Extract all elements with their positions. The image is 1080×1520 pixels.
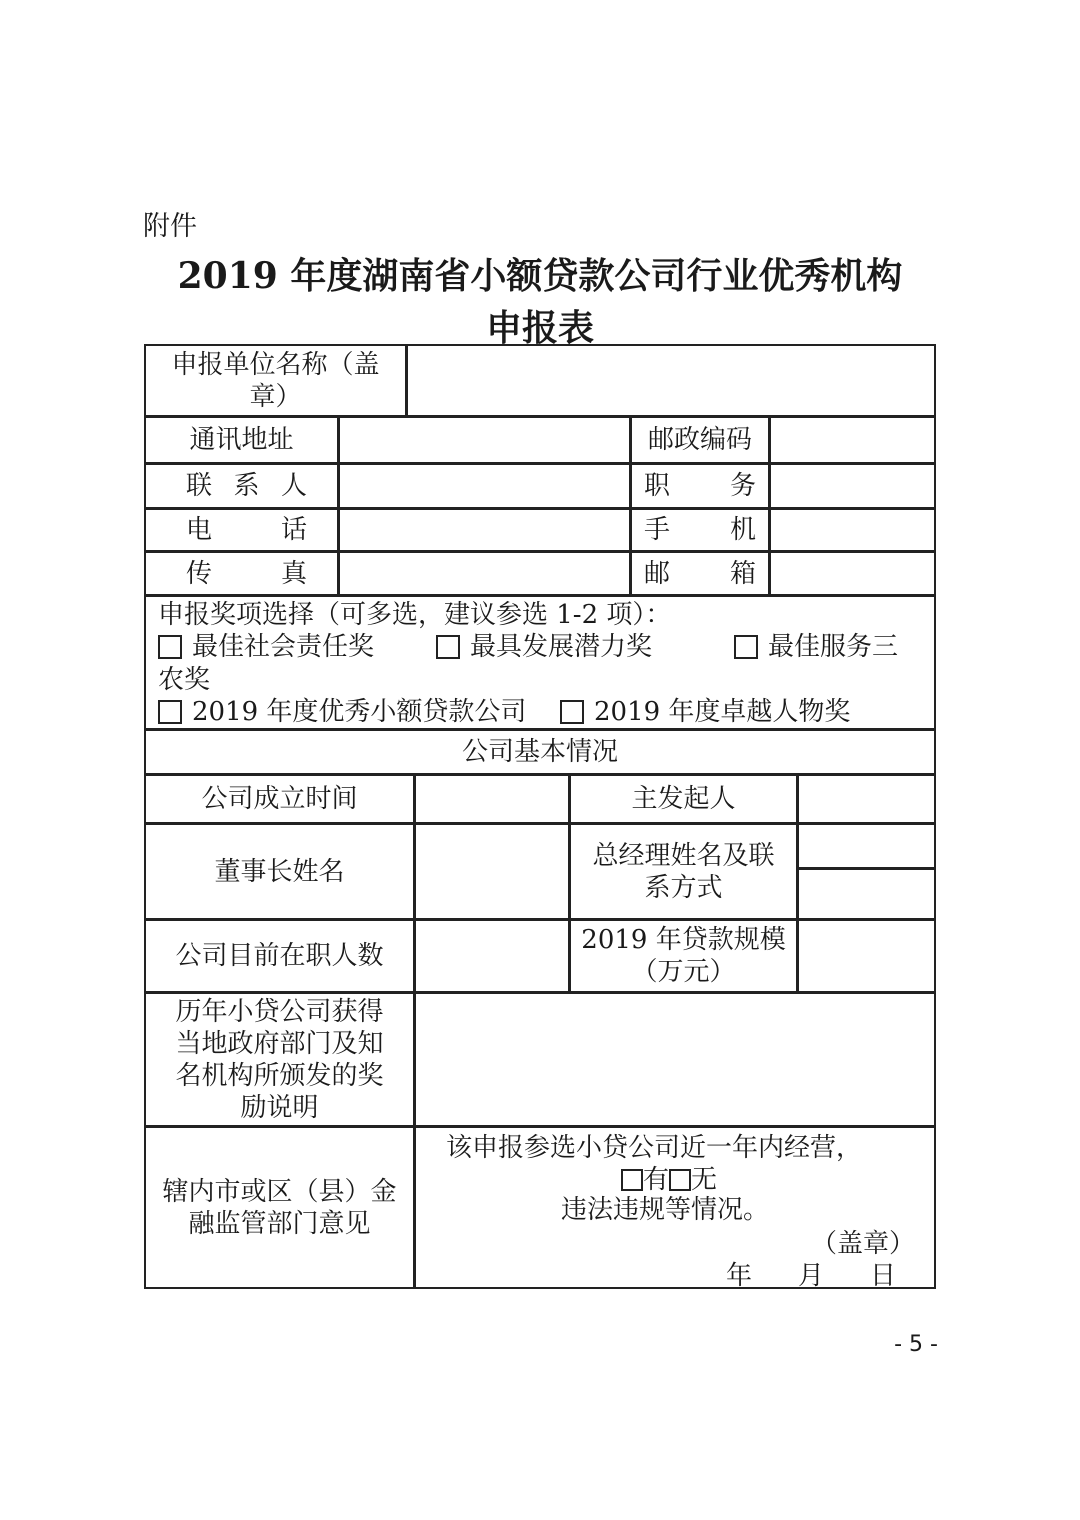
staff-field[interactable] — [414, 919, 570, 993]
seal-label: （盖章） — [811, 1229, 916, 1259]
loan-scale-field[interactable] — [797, 919, 936, 993]
checkbox[interactable] — [158, 635, 182, 659]
phone-label-char: 话 — [280, 515, 307, 545]
date-day-label: 日 — [869, 1261, 896, 1291]
award-option-5[interactable] — [560, 696, 850, 728]
award-selection-section — [144, 595, 936, 730]
checkbox[interactable] — [560, 700, 584, 724]
position-field[interactable] — [769, 463, 936, 509]
checkbox-no[interactable] — [669, 1169, 691, 1191]
postcode-field[interactable] — [769, 416, 936, 464]
position-label — [630, 463, 770, 509]
date-month-label: 月 — [797, 1261, 824, 1291]
email-label — [630, 551, 770, 596]
date-line — [726, 1260, 896, 1292]
contact-label-char: 联 — [186, 471, 213, 501]
chairman-field[interactable] — [414, 823, 570, 920]
loan-scale-label-line1: 2019 年贷款规模 — [581, 925, 786, 955]
gm-label-line1: 总经理姓名及联 — [592, 840, 775, 871]
staff-label: 公司目前在职人数 — [144, 919, 415, 993]
unit-name-label — [144, 344, 407, 417]
established-label: 公司成立时间 — [144, 774, 415, 824]
checkbox[interactable] — [734, 635, 758, 659]
award-option-2[interactable] — [436, 631, 652, 663]
mobile-label-char: 机 — [729, 515, 756, 545]
award-option-1[interactable] — [158, 631, 374, 663]
opinion-statement-end: 违法违规等情况。 — [561, 1195, 770, 1225]
position-label-char: 务 — [729, 471, 756, 501]
attachment-label: 附件 — [143, 211, 197, 242]
opinion-yes-label: 有 — [643, 1165, 670, 1195]
address-field[interactable] — [338, 416, 631, 464]
form-title: 2019 年度湖南省小额贷款公司行业优秀机构 — [177, 255, 903, 297]
phone-field[interactable] — [338, 508, 631, 552]
unit-name-label-line1: 申报单位名称（盖 — [171, 349, 380, 380]
contact-label — [144, 463, 339, 509]
award-option-label: 2019 年度优秀小额贷款公司 — [192, 697, 527, 727]
mobile-label — [630, 508, 770, 552]
loan-scale-label-line2: （万元） — [631, 957, 736, 987]
awards-history-label — [144, 992, 415, 1127]
established-field[interactable] — [414, 774, 570, 824]
award-selection-title: 申报奖项选择（可多选，建议参选 1-2 项）： — [158, 600, 672, 630]
checkbox-yes[interactable] — [621, 1169, 643, 1191]
fax-field[interactable] — [338, 551, 631, 596]
opinion-no-label: 无 — [691, 1165, 718, 1195]
opinion-statement: 该申报参选小贷公司近一年内经营， — [446, 1133, 863, 1163]
fax-label-char: 传 — [186, 558, 213, 589]
award-option-3-continued: 农奖 — [158, 665, 211, 695]
regulator-label-line: 辖内市或区（县）金 — [162, 1176, 397, 1207]
award-option-4[interactable] — [158, 696, 526, 728]
form-subtitle: 申报表 — [485, 307, 594, 349]
founder-field[interactable] — [797, 774, 936, 824]
gm-name-field[interactable] — [797, 823, 936, 869]
contact-field[interactable] — [338, 463, 631, 509]
email-label-char: 邮 — [644, 558, 671, 589]
loan-scale-label — [569, 919, 798, 993]
awards-history-field[interactable] — [414, 992, 936, 1127]
date-year-label: 年 — [726, 1261, 753, 1291]
address-label: 通讯地址 — [144, 416, 339, 464]
fax-label — [144, 551, 339, 596]
chairman-label: 董事长姓名 — [144, 823, 415, 920]
page-number: - 5 - — [894, 1332, 938, 1357]
email-field[interactable] — [769, 551, 936, 596]
section-basic-info: 公司基本情况 — [144, 729, 936, 775]
founder-label: 主发起人 — [569, 774, 798, 824]
award-option-label: 最佳社会责任奖 — [192, 632, 375, 662]
awards-history-line: 历年小贷公司获得 — [175, 996, 384, 1027]
mobile-label-char: 手 — [644, 515, 671, 545]
checkbox[interactable] — [158, 700, 182, 724]
award-option-label: 最具发展潜力奖 — [470, 632, 653, 662]
award-option-label: 最佳服务三 — [768, 632, 899, 662]
unit-name-label-line2: 章） — [249, 381, 302, 412]
postcode-label: 邮政编码 — [630, 416, 770, 464]
regulator-label-line: 融监管部门意见 — [188, 1208, 371, 1239]
opinion-choice — [621, 1164, 717, 1196]
position-label-char: 职 — [644, 471, 671, 501]
checkbox[interactable] — [436, 635, 460, 659]
fax-label-char: 真 — [280, 558, 307, 589]
phone-label — [144, 508, 339, 552]
awards-history-line: 励说明 — [240, 1092, 319, 1123]
gm-contact-field[interactable] — [797, 868, 936, 920]
award-option-3[interactable] — [734, 631, 898, 663]
contact-label-char: 系 — [233, 471, 260, 501]
awards-history-line: 当地政府部门及知 — [175, 1028, 384, 1059]
unit-name-field[interactable] — [406, 344, 936, 417]
awards-history-line: 名机构所颁发的奖 — [175, 1060, 384, 1091]
email-label-char: 箱 — [729, 558, 756, 589]
gm-label-line2: 系方式 — [644, 872, 723, 903]
regulator-opinion-label — [144, 1126, 415, 1289]
award-option-label: 2019 年度卓越人物奖 — [594, 697, 851, 727]
mobile-field[interactable] — [769, 508, 936, 552]
contact-label-char: 人 — [280, 471, 307, 501]
gm-label — [569, 823, 798, 920]
regulator-opinion-field — [414, 1126, 936, 1289]
phone-label-char: 电 — [186, 515, 213, 545]
